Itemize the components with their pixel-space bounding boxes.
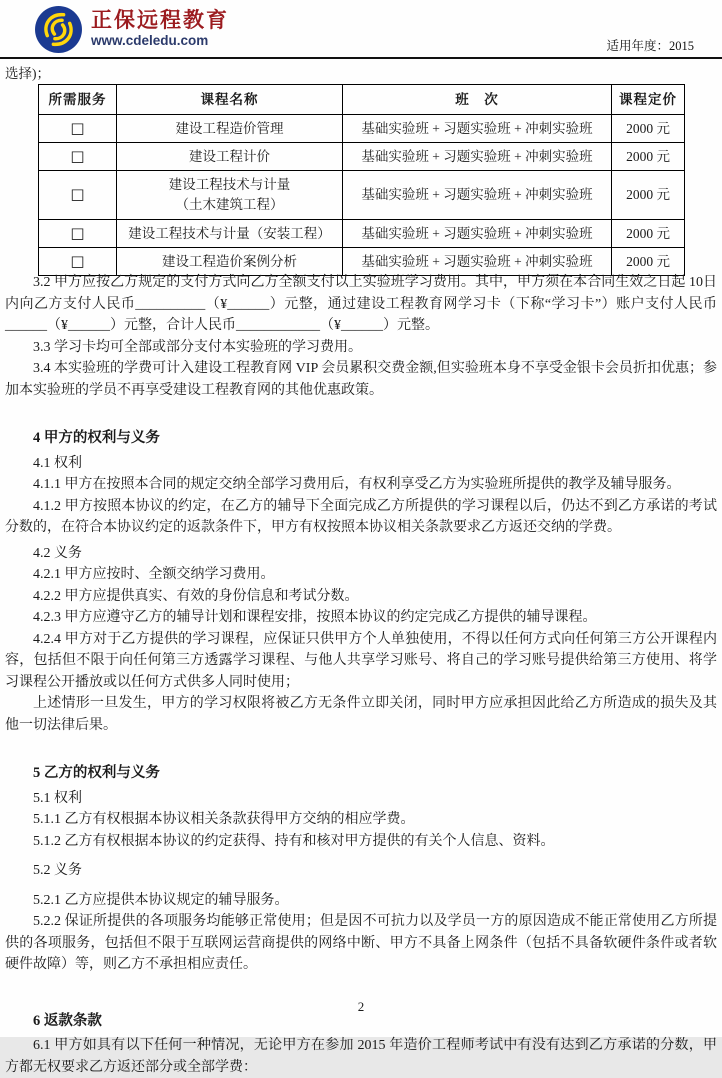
table-row [39,171,685,220]
clause-4-1-2: 4.1.2 甲方按照本协议的约定，在乙方的辅导下全面完成乙方所提供的学习课程以后，仍达不到乙方承诺的考试分数的，在符合本协议约定的返款条件下，甲方有权按照本协议相关条款要求乙方返还交纳的学费。 [5,498,717,535]
header-service: 所需服务 [39,85,117,115]
clause-4-2-4: 4.2.4 甲方对于乙方提供的学习课程，应保证只供甲方个人单独使用，不得以任何方式向任何第三方公开课程内容，包括但不限于向任何第三方透露学习课程、与他人共享学习账号、将自己的学习账号提供给第三方使用、将学习课程公开播放或以任何方式供多人同时使用； [5,631,717,690]
class-type-cell: 基础实验班 + 习题实验班 + 冲刺实验班 [343,115,612,143]
header-course-name: 课程名称 [117,85,343,115]
course-name-cell: 建设工程造价管理 [117,115,343,143]
course-name-line2: （土木建筑工程） [175,197,284,212]
course-name-line1: 建设工程技术与计量 [168,177,291,193]
class-type-cell: 基础实验班 + 习题实验班 + 冲刺实验班 [343,220,612,248]
price-cell: 2000 元 [612,248,685,276]
contract-body [5,272,717,1078]
clause-5-2-1: 5.2.1 乙方应提供本协议规定的辅导服务。 [33,892,289,908]
page-header [0,0,722,58]
header-divider [0,57,722,59]
company-name: 正保远程教育 [91,9,229,33]
logo-text-block [91,10,229,48]
clause-4-1: 4.1 权利 [33,455,82,471]
clause-4-2-3: 4.2.3 甲方应遵守乙方的辅导计划和课程安排，按照本协议的约定完成乙方提供的辅导课程。 [33,610,597,625]
course-name-cell: 建设工程造价案例分析 [117,248,343,276]
clause-4-2-4-note: 上述情形一旦发生，甲方的学习权限将被乙方无条件立即关闭，同时甲方应承担因此给乙方所造成的损失及其他一切法律后果。 [5,696,717,733]
price-cell: 2000 元 [612,171,685,220]
course-name-cell: 建设工程技术与计量（安装工程） [117,220,343,248]
service-checkbox[interactable]: □ [70,223,85,242]
section-6-heading: 6 返款条款 [33,1012,102,1029]
clause-3-3: 3.3 学习卡均可全部或部分支付本实验班的学习费用。 [33,339,362,355]
class-type-cell: 基础实验班 + 习题实验班 + 冲刺实验班 [343,143,612,171]
section-4-heading: 4 甲方的权利与义务 [33,430,160,446]
class-type-cell: 基础实验班 + 习题实验班 + 冲刺实验班 [343,248,612,276]
course-name-cell: 建设工程计价 [117,143,343,171]
clause-5-1: 5.1 权利 [33,790,82,806]
clause-4-2-2: 4.2.2 甲方应提供真实、有效的身份信息和考试分数。 [33,588,359,604]
company-logo [34,5,229,54]
clause-3-2: 3.2 甲方应按乙方规定的支付方式向乙方全额支付以上实验班学习费用。其中，甲方须在本合同生效之日起 10日内向乙方支付人民币__________（¥______）元整，通过建设工程教育网学习卡（下称“学习卡”）账户支付人民币______（¥______）元整，合计人民币____________（¥______）元整。 [5,275,717,333]
service-checkbox[interactable]: □ [70,251,85,270]
clause-4-2: 4.2 义务 [33,545,82,561]
table-row [39,220,685,248]
company-website[interactable]: www.cdeledu.com [91,33,209,49]
header-class-type: 班 次 [343,85,612,115]
course-selection-table [38,84,685,276]
service-checkbox[interactable]: □ [70,185,85,204]
clause-3-4: 3.4 本实验班的学费可计入建设工程教育网 VIP 会员累积交费金额,但实验班本身不享受金银卡会员折扣优惠；参加本实验班的学员不再享受建设工程教育网的其他优惠政策。 [5,361,717,398]
clause-4-1-1: 4.1.1 甲方在按照本合同的规定交纳全部学习费用后，有权利享受乙方为实验班所提供的教学及辅导服务。 [33,477,681,492]
service-checkbox[interactable]: □ [70,118,85,137]
service-checkbox[interactable]: □ [70,146,85,165]
clause-5-2-2: 5.2.2 保证所提供的各项服务均能够正常使用；但是因不可抗力以及学员一方的原因造成不能正常使用乙方所提供的各项服务，包括但不限于互联网运营商提供的网络中断、甲方不具备上网条件（包括不具备软硬件条件或者软硬件故障）等，则乙方不承担相应责任。 [5,914,717,972]
class-type-cell: 基础实验班 + 习题实验班 + 冲刺实验班 [343,171,612,220]
price-cell: 2000 元 [612,220,685,248]
course-name-cell [117,171,343,220]
clause-5-1-2: 5.1.2 乙方有权根据本协议的约定获得、持有和核对甲方提供的有关个人信息、资料。 [33,833,555,849]
clause-5-1-1: 5.1.1 乙方有权根据本协议相关条款获得甲方交纳的相应学费。 [33,812,415,827]
table-row [39,143,685,171]
clause-4-2-1: 4.2.1 甲方应按时、全额交纳学习费用。 [33,567,275,582]
table-row [39,115,685,143]
table-header-row [39,85,685,115]
price-cell: 2000 元 [612,115,685,143]
section-5-heading: 5 乙方的权利与义务 [33,765,160,781]
clause-5-2: 5.2 义务 [33,863,82,878]
brand-swirl-icon [34,5,83,54]
price-cell: 2000 元 [612,143,685,171]
page-number: 2 [357,999,365,1014]
intro-continuation-text: 选择)； [5,66,50,81]
clause-6-1: 6.1 甲方如具有以下任何一种情况，无论甲方在参加 2015 年造价工程师考试中有没有达到乙方承诺的分数，甲方都无权要求乙方返还部分或全部学费： [5,1038,717,1075]
header-price: 课程定价 [612,85,685,115]
applicable-year-label: 适用年度：2015 [606,39,694,53]
